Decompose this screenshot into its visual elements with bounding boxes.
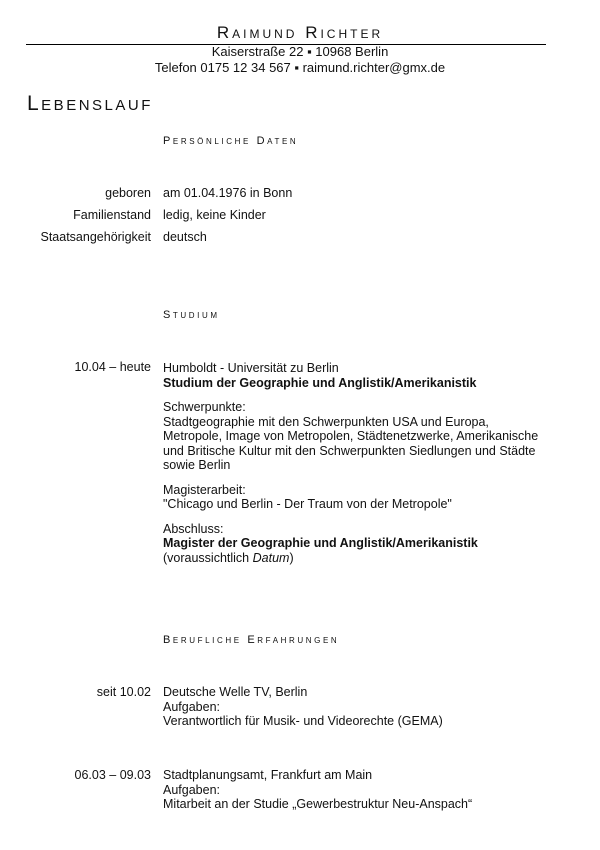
- job-2-tasks: Mitarbeit an der Studie „Gewerbestruktur Neu-Anspach“: [163, 797, 473, 811]
- value-birth: am 01.04.1976 in Bonn: [163, 186, 293, 200]
- studies-date: 10.04 – heute: [74, 360, 151, 374]
- label-birth: geboren: [105, 186, 151, 200]
- studies-degree-text: Magister der Geographie und Anglistik/Amerikanistik: [163, 536, 478, 550]
- job-1-entry: [163, 685, 563, 729]
- studies-focus-label: Schwerpunkte:: [163, 400, 246, 414]
- section-heading-experience: Berufliche Erfahrungen: [163, 634, 340, 646]
- studies-thesis-text: "Chicago und Berlin - Der Traum von der Metropole": [163, 497, 452, 511]
- job-2-entry: [163, 768, 563, 812]
- studies-thesis-label: Magisterarbeit:: [163, 482, 246, 497]
- section-heading-studies: Studium: [163, 309, 220, 321]
- job-1-employer: Deutsche Welle TV, Berlin: [163, 685, 308, 699]
- studies-program: Studium der Geographie und Anglistik/Amerikanistik: [163, 375, 477, 390]
- document-title: Lebenslauf: [27, 92, 153, 115]
- studies-institution: Humboldt - Universität zu Berlin: [163, 361, 339, 375]
- label-nationality: Staatsangehörigkeit: [40, 230, 151, 244]
- studies-focus-text: Stadtgeographie mit den Schwerpunkten USA und Europa, Metropole, Image von Metropolen, Städtenetzwerke, Amerikanische und Britische Kultur mit den Schwerpunkten Siedlungen und Städte sowie Berlin: [163, 414, 539, 472]
- address-line: Kaiserstraße 22 ▪ 10968 Berlin: [211, 44, 389, 59]
- applicant-name: Raimund Richter: [216, 23, 384, 42]
- job-2-employer: Stadtplanungsamt, Frankfurt am Main: [163, 768, 373, 782]
- job-2-date: 06.03 – 09.03: [74, 768, 151, 782]
- label-family-status: Familienstand: [73, 208, 151, 222]
- contact-block: [0, 44, 600, 76]
- job-1-tasks-label: Aufgaben:: [163, 699, 220, 714]
- studies-degree-date-placeholder: Datum: [252, 550, 290, 565]
- job-1-tasks: Verantwortlich für Musik- und Videorechte (GEMA): [163, 714, 443, 728]
- section-heading-personal: Persönliche Daten: [163, 135, 299, 147]
- job-1-date: seit 10.02: [96, 685, 151, 699]
- studies-degree-label: Abschluss:: [163, 521, 224, 536]
- studies-entry: [163, 361, 548, 565]
- value-nationality: deutsch: [163, 230, 207, 244]
- studies-degree-note: (voraussichtlich Datum): [163, 550, 294, 565]
- job-2-tasks-label: Aufgaben:: [163, 782, 220, 797]
- value-family-status: ledig, keine Kinder: [163, 208, 266, 222]
- contact-line: Telefon 0175 12 34 567 ▪ raimund.richter@gmx.de: [154, 60, 446, 75]
